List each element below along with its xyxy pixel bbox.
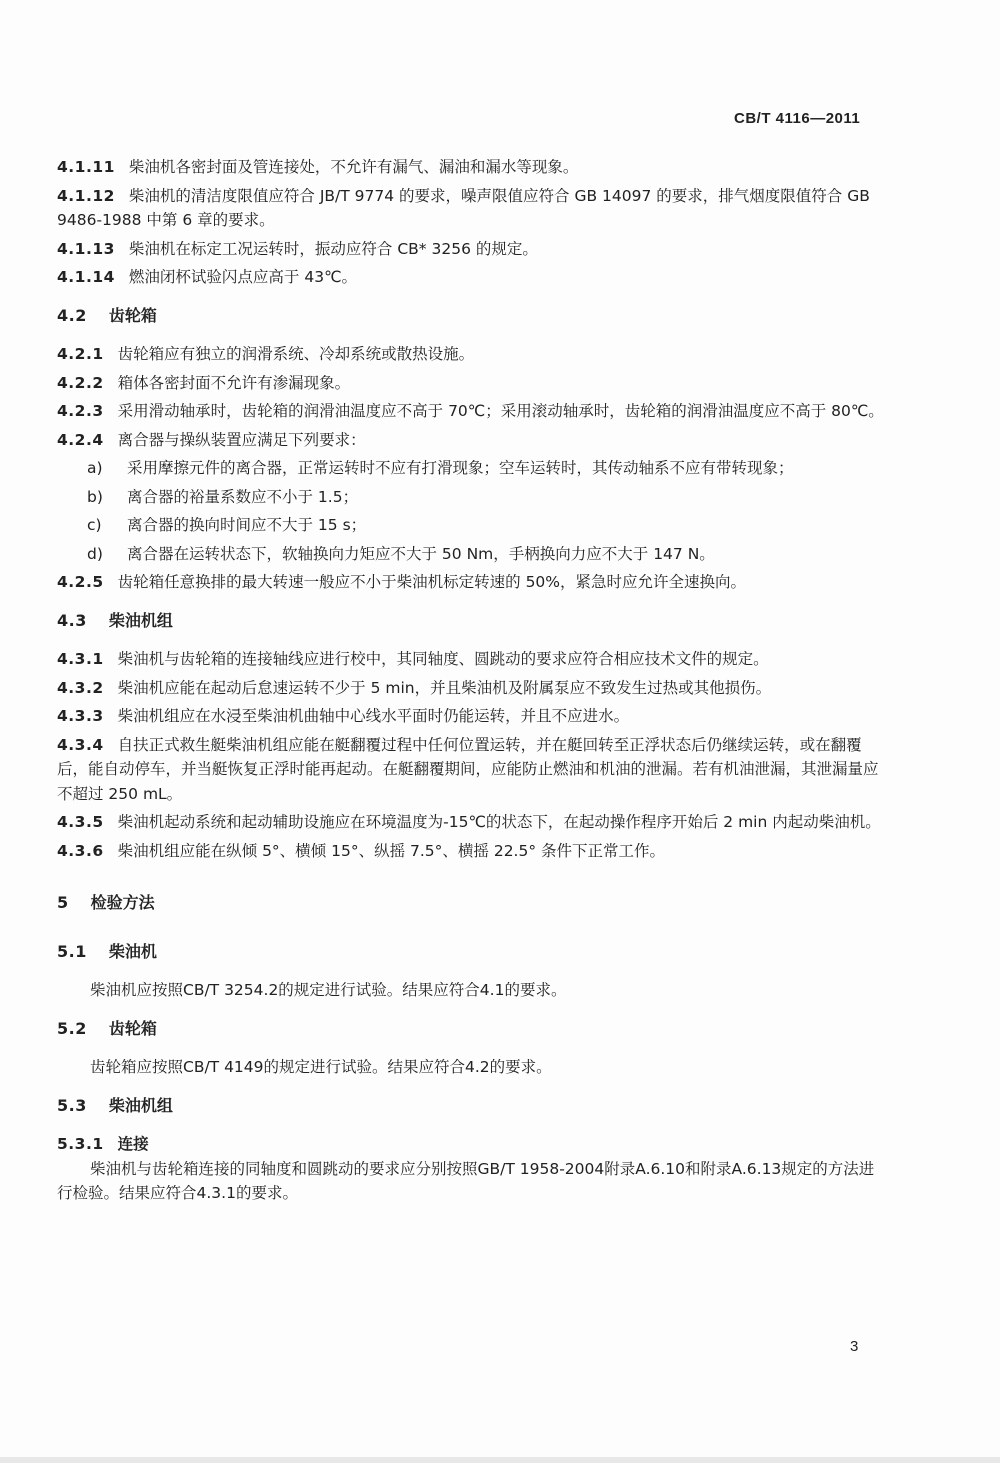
clause-number: 4.2.5 [57, 573, 104, 591]
clause-4-2-2 [57, 371, 887, 396]
section-heading-5-2 [57, 1017, 887, 1042]
clause-text: 柴油机在标定工况运转时，振动应符合 CB* 3256 的规定。 [128, 239, 538, 258]
section-number: 5.2 [57, 1018, 87, 1038]
clause-text: 柴油机与齿轮箱的连接轴线应进行校中，其同轴度、圆跳动的要求应符合相应技术文件的规定。 [117, 650, 769, 668]
clause-number: 4.2.1 [57, 345, 104, 363]
list-text: 离合器的换向时间应不大于 15 s； [127, 516, 367, 534]
document-body [57, 155, 887, 1210]
section-title: 柴油机 [108, 941, 157, 961]
list-item-b [87, 485, 887, 510]
clause-text: 采用滑动轴承时，齿轮箱的润滑油温度应不高于 70℃；采用滚动轴承时，齿轮箱的润滑油温度应不高于 80℃。 [117, 402, 884, 420]
clause-text: 柴油机组应能在纵倾 5°、横倾 15°、纵摇 7.5°、横摇 22.5° 条件下正常工作。 [117, 841, 666, 860]
list-marker: b) [87, 487, 103, 506]
clause-text: 柴油机的清洁度限值应符合 JB/T 9774 的要求，噪声限值应符合 GB 14097 的要求，排气烟度限值符合 GB 9486-1988 中第 6 章的要求。 [57, 186, 870, 229]
list-item-d [87, 542, 887, 567]
clause-number: 4.3.3 [57, 707, 104, 725]
clause-text: 柴油机应能在起动后怠速运转不少于 5 min，并且柴油机及附属泵应不致发生过热或其他损伤。 [117, 678, 772, 697]
chapter-title: 检验方法 [90, 893, 155, 912]
list-text: 离合器在运转状态下，软轴换向力矩应不大于 50 Nm，手柄换向力应不大于 147 N。 [127, 544, 715, 563]
clause-number: 4.2.3 [57, 402, 104, 420]
page-number: 3 [850, 1338, 859, 1355]
chapter-heading-5 [57, 891, 887, 916]
section-title: 柴油机组 [108, 610, 173, 630]
subsection-5-3-1-body: 柴油机与齿轮箱连接的同轴度和圆跳动的要求应分别按照GB/T 1958-2004附录A.6.10和附录A.6.13规定的方法进行检验。结果应符合4.3.1的要求。 [57, 1159, 875, 1202]
section-heading-5-1 [57, 940, 887, 965]
clause-4-3-5 [57, 810, 887, 835]
subsection-number: 5.3.1 [57, 1135, 104, 1153]
section-title: 齿轮箱 [108, 1018, 157, 1038]
clause-text: 燃油闭杯试验闪点应高于 43℃。 [128, 268, 357, 286]
clause-number: 4.3.2 [57, 678, 104, 697]
clause-number: 4.1.12 [57, 186, 115, 205]
clause-4-3-6 [57, 839, 887, 864]
clause-4-3-2 [57, 676, 887, 701]
section-number: 4.3 [57, 610, 87, 630]
clause-4-2-5 [57, 570, 887, 595]
subsection-title: 连接 [117, 1135, 149, 1153]
chapter-number: 5 [57, 893, 69, 912]
clause-text: 自扶正式救生艇柴油机组应能在艇翻覆过程中任何位置运转，并在艇回转至正浮状态后仍继续运转，或在翻覆后，能自动停车，并当艇恢复正浮时能再起动。在艇翻覆期间，应能防止燃油和机油的泄漏。若有机油泄漏，其泄漏量应不超过 250 mL。 [57, 735, 879, 803]
clause-number: 4.3.6 [57, 841, 104, 860]
list-marker: a) [87, 459, 103, 477]
section-5-2-body: 齿轮箱应按照CB/T 4149的规定进行试验。结果应符合4.2的要求。 [90, 1058, 552, 1076]
clause-4-1-14 [57, 265, 887, 290]
subsection-heading-5-3-1 [57, 1132, 887, 1157]
clause-number: 4.1.13 [57, 239, 115, 258]
list-item-c [87, 513, 887, 538]
section-heading-4-2 [57, 304, 887, 329]
clause-number: 4.1.14 [57, 268, 115, 286]
clause-text: 齿轮箱任意换排的最大转速一般应不小于柴油机标定转速的 50%，紧急时应允许全速换向。 [117, 573, 747, 591]
clause-4-1-13 [57, 237, 887, 262]
section-5-1-body: 柴油机应按照CB/T 3254.2的规定进行试验。结果应符合4.1的要求。 [90, 981, 567, 999]
clause-text: 箱体各密封面不允许有渗漏现象。 [117, 373, 351, 392]
document-code-header: CB/T 4116—2011 [734, 110, 861, 127]
section-heading-4-3 [57, 609, 887, 634]
list-text: 离合器的裕量系数应不小于 1.5； [127, 487, 359, 506]
clause-number: 4.1.11 [57, 158, 115, 176]
clause-number: 4.3.4 [57, 735, 104, 754]
section-heading-5-3 [57, 1094, 887, 1119]
clause-number: 4.3.1 [57, 650, 104, 668]
clause-4-3-3 [57, 704, 887, 729]
clause-text: 柴油机各密封面及管连接处，不允许有漏气、漏油和漏水等现象。 [128, 158, 579, 176]
clause-4-2-4 [57, 428, 887, 453]
list-marker: d) [87, 544, 103, 563]
list-marker: c) [87, 516, 102, 534]
clause-text: 柴油机组应在水浸至柴油机曲轴中心线水平面时仍能运转，并且不应进水。 [117, 707, 630, 725]
clause-number: 4.3.5 [57, 813, 104, 831]
section-number: 4.2 [57, 305, 87, 325]
clause-text: 齿轮箱应有独立的润滑系统、冷却系统或散热设施。 [117, 345, 475, 363]
clause-4-3-4 [57, 733, 887, 807]
clause-number: 4.2.4 [57, 430, 104, 449]
clause-text: 柴油机起动系统和起动辅助设施应在环境温度为-15℃的状态下，在起动操作程序开始后 2 min 内起动柴油机。 [117, 813, 881, 831]
clause-4-2-3 [57, 399, 887, 424]
list-item-a [87, 456, 887, 481]
clause-number: 4.2.2 [57, 373, 104, 392]
section-number: 5.3 [57, 1095, 87, 1115]
clause-4-1-12 [57, 184, 887, 233]
clause-text: 离合器与操纵装置应满足下列要求： [117, 430, 366, 449]
section-title: 齿轮箱 [108, 305, 157, 325]
clause-4-2-1 [57, 342, 887, 367]
section-number: 5.1 [57, 941, 87, 961]
section-title: 柴油机组 [108, 1095, 173, 1115]
list-text: 采用摩擦元件的离合器，正常运转时不应有打滑现象；空车运转时，其传动轴系不应有带转现象； [127, 459, 794, 477]
clause-4-1-11 [57, 155, 887, 180]
clause-4-3-1 [57, 647, 887, 672]
